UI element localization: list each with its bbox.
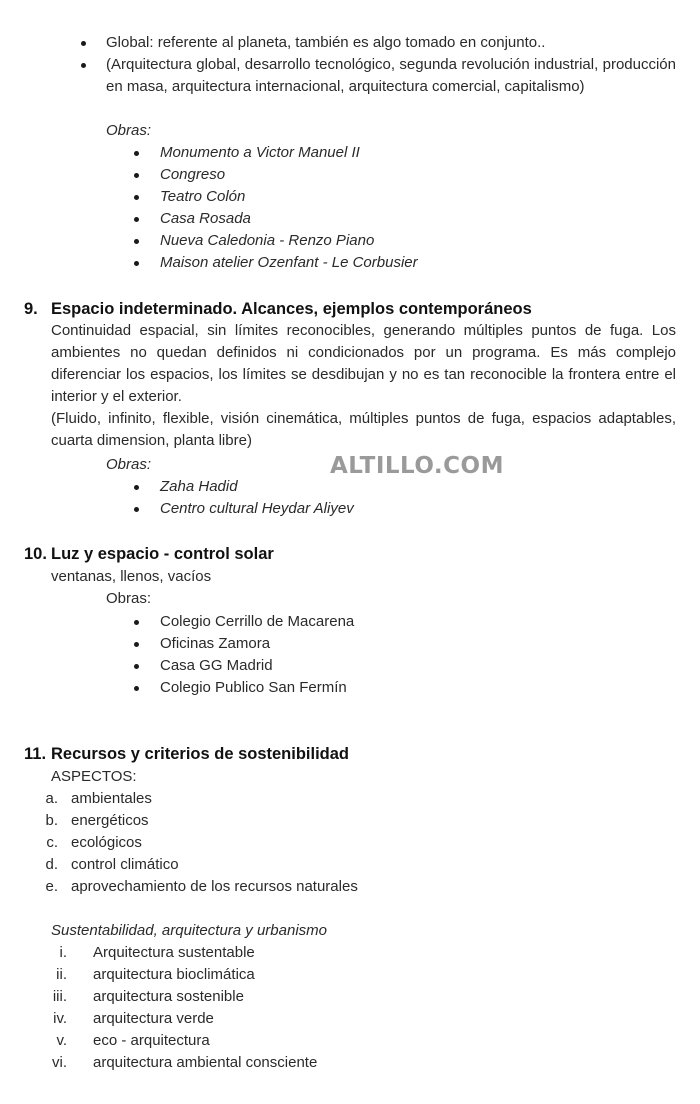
sust-item: arquitectura verde — [93, 1010, 214, 1027]
section-paragraph: (Fluido, infinito, flexible, visión cinemática, múltiples puntos de fuga, espacios adaptables, cuarta dimension, planta libre) — [51, 410, 676, 449]
obra-item: Casa GG Madrid — [160, 657, 273, 674]
aspectos-label: ASPECTOS: — [51, 768, 137, 785]
sust-item: arquitectura sostenible — [93, 988, 244, 1005]
list-marker: c. — [46, 834, 58, 851]
section-number: 9. — [24, 300, 38, 318]
bullet-dot — [134, 151, 139, 156]
bullet-dot — [134, 507, 139, 512]
section-heading: Espacio indeterminado. Alcances, ejemplos contemporáneos — [51, 300, 532, 318]
bullet-global: Global: referente al planeta, también es algo tomado en conjunto.. — [106, 34, 546, 51]
obra-item: Monumento a Victor Manuel II — [160, 144, 360, 161]
aspecto-item: energéticos — [71, 812, 149, 829]
aspecto-item: ambientales — [71, 790, 152, 807]
list-marker: d. — [45, 856, 58, 873]
obra-item: Oficinas Zamora — [160, 635, 271, 652]
bullet-dot — [134, 217, 139, 222]
section-number: 11. — [24, 745, 47, 763]
list-marker: i. — [59, 944, 67, 961]
obra-item: Teatro Colón — [160, 188, 246, 205]
list-marker: b. — [45, 812, 58, 829]
obras-label: Obras: — [106, 590, 152, 607]
obra-item: Maison atelier Ozenfant - Le Corbusier — [160, 254, 418, 271]
sust-item: arquitectura bioclimática — [93, 966, 255, 983]
section-number: 10. — [24, 545, 47, 563]
sust-item: eco - arquitectura — [93, 1032, 210, 1049]
list-marker: iv. — [53, 1010, 67, 1027]
section-subtitle: ventanas, llenos, vacíos — [51, 568, 212, 585]
bullet-dot — [134, 195, 139, 200]
bullet-dot — [134, 173, 139, 178]
sust-item: Arquitectura sustentable — [93, 944, 255, 961]
bullet-arquitectura-global: (Arquitectura global, desarrollo tecnológico, segunda revolución industrial, producción en masa, arquitectura internacional, arquitectura comercial, capitalismo) — [106, 56, 676, 95]
section-heading: Luz y espacio - control solar — [51, 545, 274, 563]
sust-item: arquitectura ambiental consciente — [93, 1054, 318, 1071]
obras-label: Obras: — [106, 122, 152, 139]
obra-item: Casa Rosada — [160, 210, 251, 227]
obra-item: Colegio Cerrillo de Macarena — [160, 613, 355, 630]
bullet-dot — [134, 620, 139, 625]
aspecto-item: ecológicos — [71, 834, 142, 851]
obras-label: Obras: — [106, 456, 152, 473]
section-paragraph: Continuidad espacial, sin límites reconocibles, generando múltiples puntos de fuga. Los ambientes no quedan definidos ni condicionados por un programa. Es más complejo diferenciar los espacios, los límites se desdibujan y no es tan reconocible la frontera entre el interior y el exterior. — [51, 322, 676, 405]
bullet-dot — [134, 485, 139, 490]
aspecto-item: aprovechamiento de los recursos naturales — [71, 878, 358, 895]
obra-item: Nueva Caledonia - Renzo Piano — [160, 232, 375, 249]
bullet-dot — [134, 642, 139, 647]
bullet-dot — [134, 261, 139, 266]
bullet-dot — [81, 63, 86, 68]
list-marker: ii. — [56, 966, 67, 983]
list-marker: vi. — [52, 1054, 67, 1071]
list-marker: a. — [45, 790, 58, 807]
obra-item: Colegio Publico San Fermín — [160, 679, 347, 696]
bullet-dot — [134, 239, 139, 244]
aspecto-item: control climático — [71, 856, 179, 873]
bullet-dot — [134, 664, 139, 669]
list-marker: v. — [56, 1032, 67, 1049]
bullet-dot — [81, 41, 86, 46]
section-heading: Recursos y criterios de sostenibilidad — [51, 745, 350, 763]
watermark: ALTILLO.COM — [330, 453, 504, 479]
obra-item: Centro cultural Heydar Aliyev — [160, 500, 354, 517]
obra-item: Congreso — [160, 166, 226, 183]
obra-item: Zaha Hadid — [160, 478, 238, 495]
list-marker: iii. — [52, 988, 67, 1005]
sustentabilidad-label: Sustentabilidad, arquitectura y urbanismo — [51, 922, 327, 939]
bullet-dot — [134, 686, 139, 691]
list-marker: e. — [45, 878, 58, 895]
